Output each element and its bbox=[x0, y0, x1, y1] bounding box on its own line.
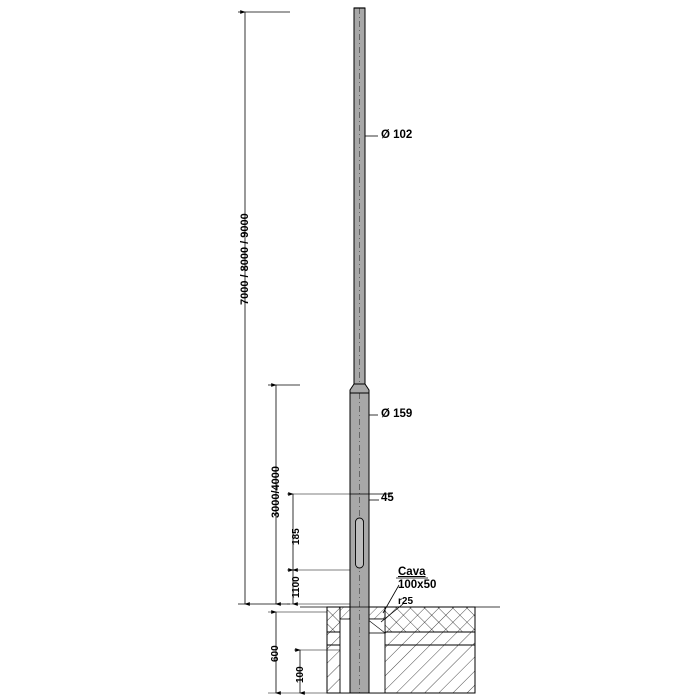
label-total-height: 7000 / 8000 / 9000 bbox=[239, 213, 251, 305]
leader-lines bbox=[365, 136, 428, 622]
label-door-opening: 45 bbox=[381, 492, 394, 504]
dimension-total-height bbox=[238, 12, 290, 604]
label-600: 600 bbox=[270, 645, 281, 662]
label-diameter-bottom: Ø 159 bbox=[381, 408, 413, 420]
label-cava-title: Cava bbox=[398, 566, 426, 578]
label-diameter-top: Ø 102 bbox=[381, 129, 413, 141]
label-cava-size: 100x50 bbox=[398, 579, 437, 591]
label-100: 100 bbox=[295, 666, 306, 683]
foundation-block bbox=[327, 607, 475, 693]
label-1100: 1100 bbox=[291, 576, 302, 598]
label-185: 185 bbox=[291, 528, 302, 545]
label-lower-height: 3000/4000 bbox=[270, 466, 282, 518]
label-cava-radius: r25 bbox=[398, 596, 414, 607]
